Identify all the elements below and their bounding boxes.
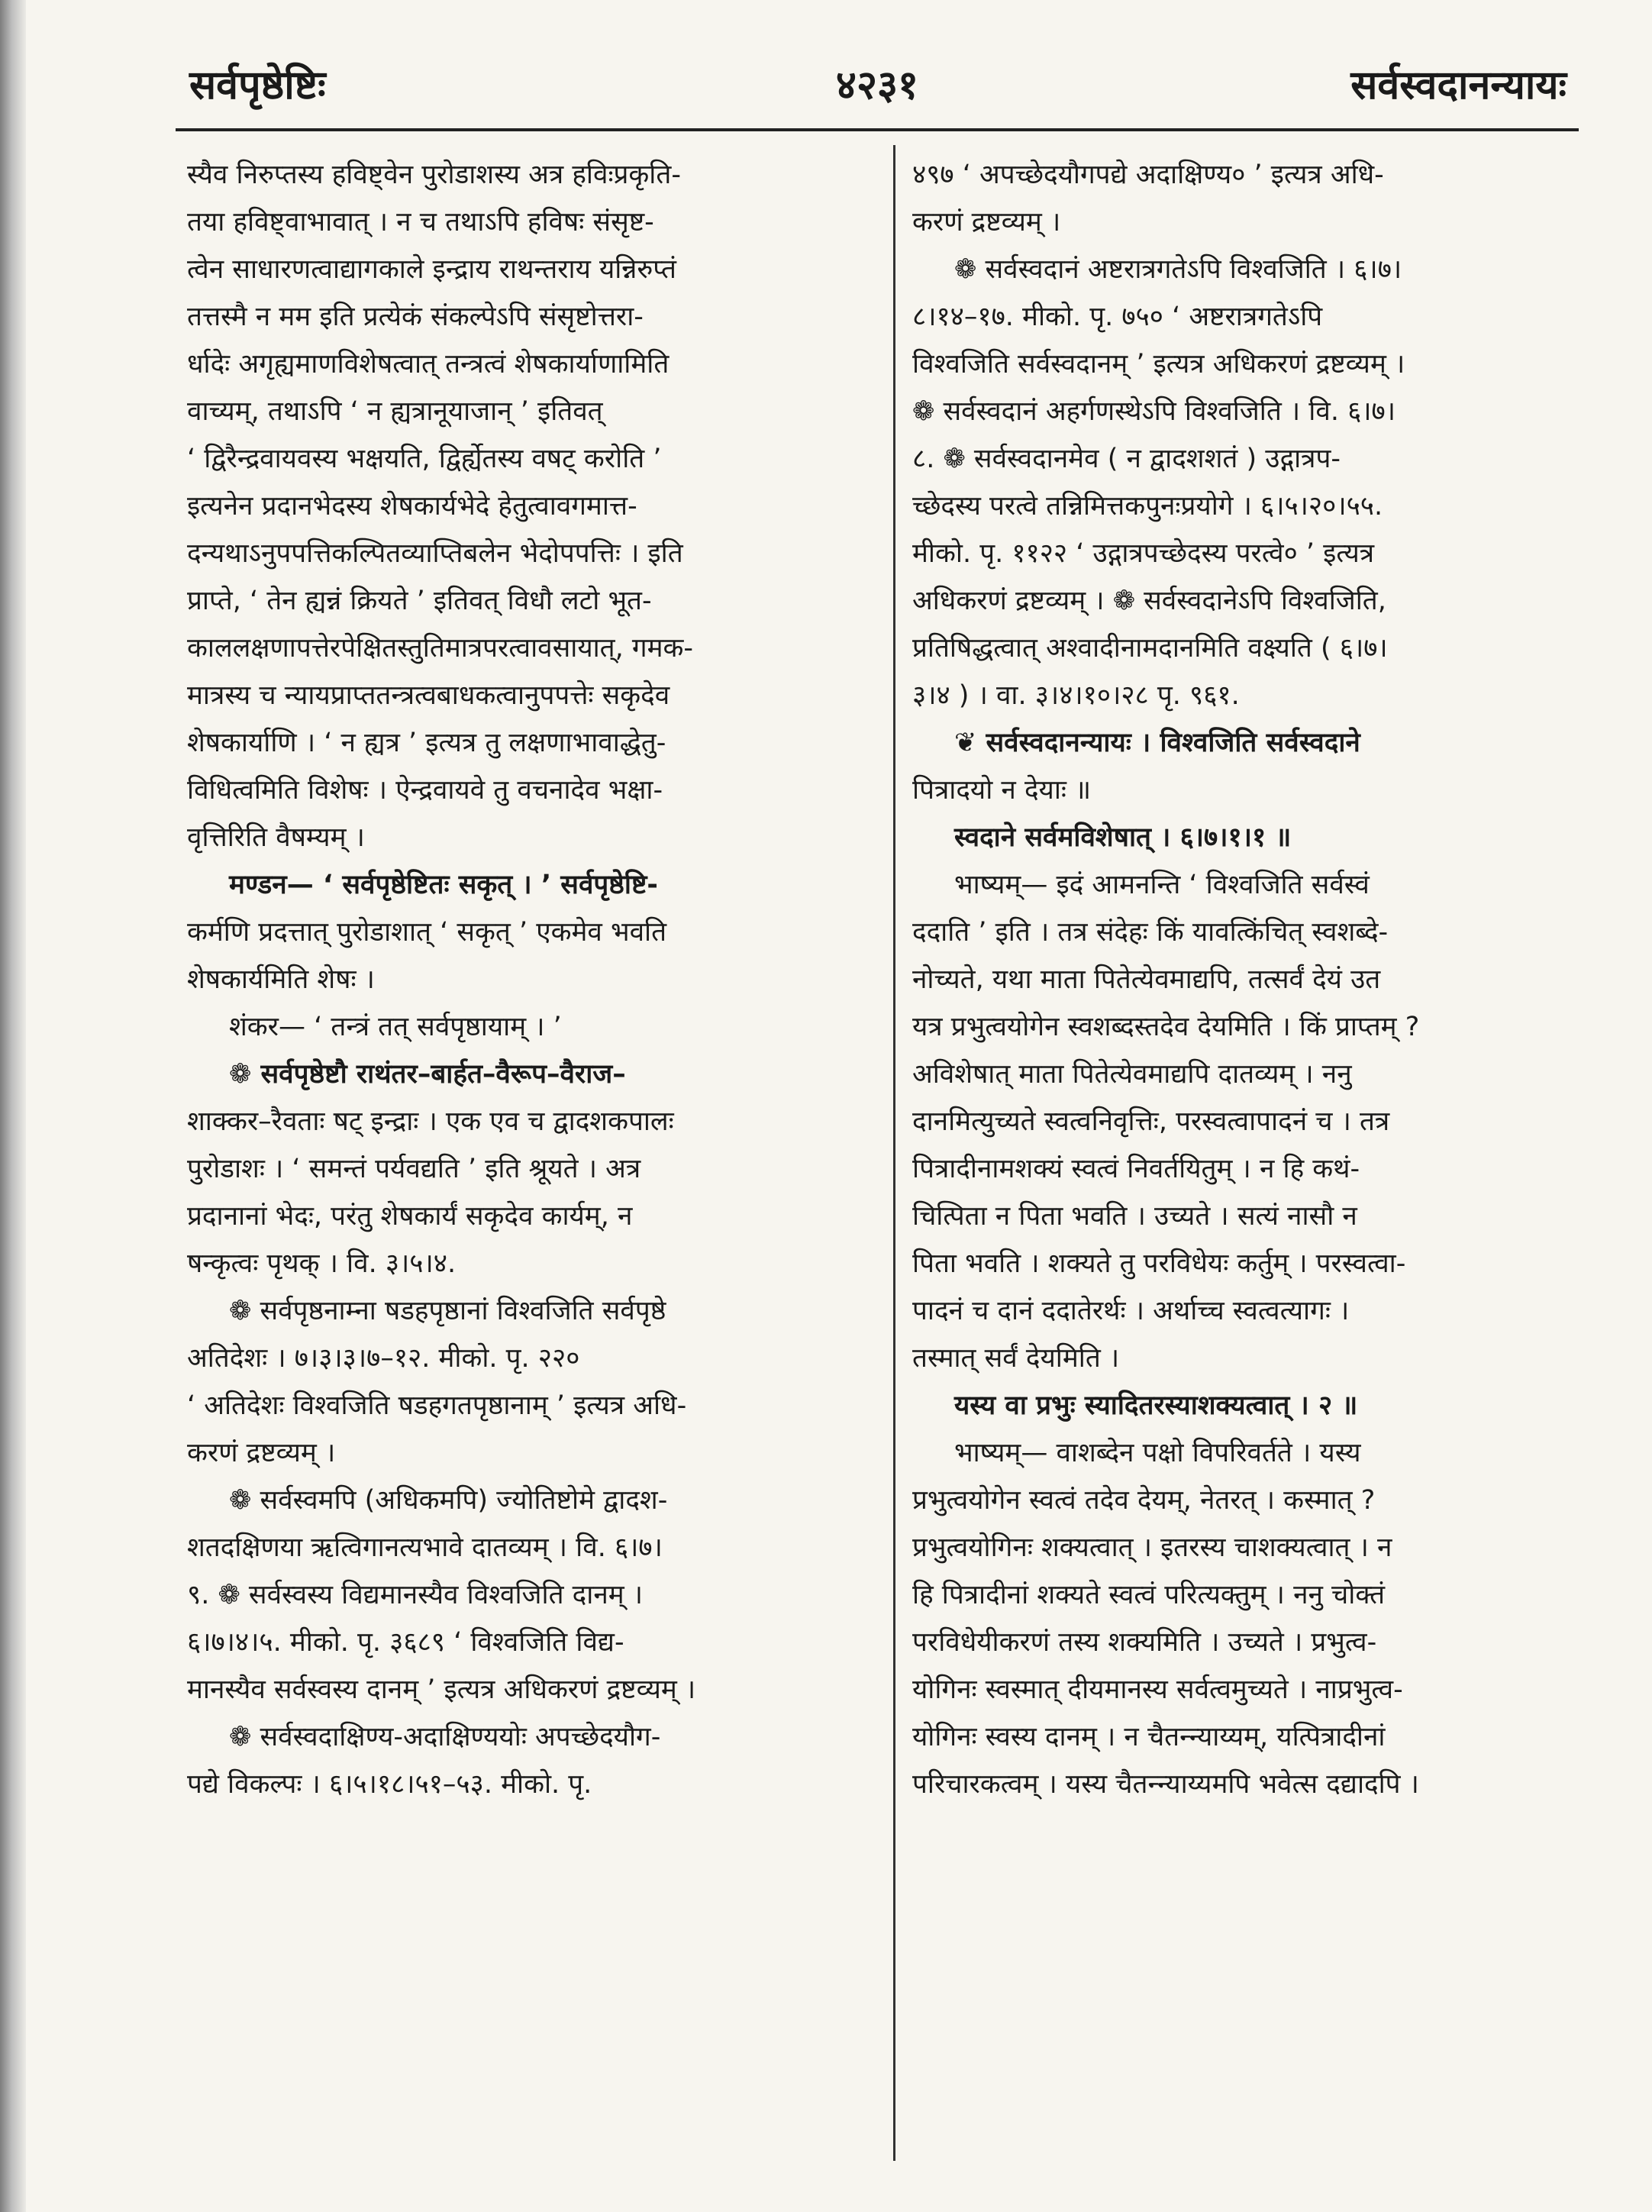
text-line: दन्यथाऽनुपपत्तिकल्पितव्याप्तिबलेन भेदोपपत्तिः । इति: [187, 538, 683, 569]
entry-heading-line: ❁ सर्वपृष्ठेष्टौ राथंतर–बार्हत–वैरूप–वैराज–: [229, 1059, 626, 1090]
text-line: ६।७।४।५. मीको. पृ. ३६८९ ‘ विश्वजिति विद्य-: [187, 1627, 624, 1658]
text-line: ददाति ’ इति । तत्र संदेहः किं यावत्किंचित् स्वशब्दे-: [912, 917, 1389, 948]
header-right-keyword: सर्वस्वदानन्यायः: [1350, 62, 1566, 108]
text-line: विश्वजिति सर्वस्वदानम् ’ इत्यत्र अधिकरणं द्रष्टव्यम् ।: [912, 349, 1405, 379]
text-line: र्धादेः अगृह्यमाणविशेषत्वात् तन्त्रत्वं शेषकार्याणामिति: [187, 349, 670, 379]
text-line: च्छेदस्य परत्वे तन्निमित्तकपुनःप्रयोगे । ६।५।२०।५५.: [912, 491, 1383, 522]
text-line: पिता भवति । शक्यते तु परविधेयः कर्तुम् । परस्वत्वा-: [912, 1248, 1406, 1279]
shankara-line: शंकर— ‘ तन्त्रं तत् सर्वपृष्ठायाम् । ’: [229, 1012, 562, 1042]
text-line: नोच्यते, यथा माता पितेत्येवमाद्यपि, तत्सर्वं देयं उत: [912, 964, 1381, 995]
text-line: स्यैव निरुप्तस्य हविष्ट्वेन पुरोडाशस्य अत्र हविःप्रकृति-: [187, 160, 681, 190]
text-line: काललक्षणापत्तेरपेक्षितस्तुतिमात्रपरत्वावसायात्, गमक-: [187, 633, 694, 664]
bhashya-heading-line: भाष्यम्— वाशब्देन पक्षो विपरिवर्तते । यस्य: [954, 1438, 1361, 1468]
text-line: ४९७ ‘ अपच्छेदयौगपद्ये अदाक्षिण्य० ’ इत्यत्र अधि-: [912, 160, 1384, 190]
text-line: पित्रादीनामशक्यं स्वत्वं निवर्तयितुम् । न हि कथं-: [912, 1154, 1360, 1184]
entry-heading-line: ❁ सर्वपृष्ठनाम्ना षडहपृष्ठानां विश्वजिति सर्वपृष्ठे: [229, 1296, 666, 1326]
text-line: मीको. पृ. ११२२ ‘ उद्गात्रपच्छेदस्य परत्वे० ’ इत्यत्र: [912, 538, 1375, 569]
text-line: प्रभुत्वयोगेन स्वत्वं तदेव देयम्, नेतरत् । कस्मात् ?: [912, 1485, 1376, 1516]
text-line: शतदक्षिणया ऋत्विगानत्यभावे दातव्यम् । वि. ६।७।: [187, 1532, 663, 1563]
text-line: तत्तस्मै न मम इति प्रत्येकं संकल्पेऽपि संसृष्टोत्तरा-: [187, 302, 644, 332]
text-line: करणं द्रष्टव्यम् ।: [187, 1438, 336, 1468]
text-line: विधित्वमिति विशेषः । ऐन्द्रवायवे तु वचनादेव भक्षा-: [187, 775, 663, 806]
text-line: प्रभुत्वयोगिनः शक्यत्वात् । इतरस्य चाशक्यत्वात् । न: [912, 1532, 1392, 1563]
text-line: तस्मात् सर्वं देयमिति ।: [912, 1343, 1120, 1374]
text-line: प्रतिषिद्धत्वात् अश्वादीनामदानमिति वक्ष्यति ( ६।७।: [912, 633, 1388, 664]
mandana-heading-line: मण्डन— ‘ सर्वपृष्ठेष्टितः सकृत् । ’ सर्वपृष्ठेष्टि-: [229, 870, 658, 900]
text-line: ८।१४–१७. मीको. पृ. ७५० ‘ अष्टरात्रगतेऽपि: [912, 302, 1323, 332]
text-line: ‘ अतिदेशः विश्वजिति षडहगतपृष्ठानाम् ’ इत्यत्र अधि-: [187, 1390, 687, 1421]
scan-binding-edge: [0, 0, 26, 2212]
text-line: अतिदेशः । ७।३।३।७–१२. मीको. पृ. २२०: [187, 1343, 580, 1374]
sutra-line: यस्य वा प्रभुः स्यादितरस्याशक्यत्वात् । २ ॥: [954, 1390, 1358, 1421]
text-line: त्वेन साधारणत्वाद्यागकाले इन्द्राय राथन्तराय यन्निरुप्तं: [187, 254, 676, 285]
entry-heading-line: ❁ सर्वस्वदानं अहर्गणस्थेऽपि विश्वजिति । वि. ६।७।: [912, 396, 1396, 427]
text-line: परिचारकत्वम् । यस्य चैतन्न्याय्यमपि भवेत्स दद्यादपि ।: [912, 1769, 1419, 1800]
text-line: योगिनः स्वस्य दानम् । न चैतन्न्याय्यम्, यत्पित्रादीनां: [912, 1722, 1386, 1752]
text-line: शेषकार्यमिति शेषः ।: [187, 964, 375, 995]
text-line: मात्रस्य च न्यायप्राप्ततन्त्रत्वबाधकत्वानुपपत्तेः सकृदेव: [187, 680, 670, 711]
text-line: ३।४ ) । वा. ३।४।१०।२८ पृ. ९६१.: [912, 680, 1240, 711]
text-line: प्राप्ते, ‘ तेन ह्यन्नं क्रियते ’ इतिवत् विधौ लटो भूत-: [187, 586, 652, 616]
text-line: वाच्यम्, तथाऽपि ‘ न ह्यत्रानूयाजान् ’ इतिवत्: [187, 396, 603, 427]
text-line: पित्रादयो न देयाः ॥: [912, 775, 1092, 806]
page-number: ४२३१: [835, 62, 919, 108]
text-line: परविधेयीकरणं तस्य शक्यमिति । उच्यते । प्रभुत्व-: [912, 1627, 1377, 1658]
text-line: ९. ❁ सर्वस्वस्य विद्यमानस्यैव विश्वजिति दानम् ।: [187, 1580, 644, 1610]
entry-heading-line: ❁ सर्वस्वमपि (अधिकमपि) ज्योतिष्टोमे द्वादश-: [229, 1485, 668, 1516]
text-line: करणं द्रष्टव्यम् ।: [912, 207, 1061, 237]
text-line: पुरोडाशः । ‘ समन्तं पर्यवद्यति ’ इति श्रूयते । अत्र: [187, 1154, 641, 1184]
text-line: कर्मणि प्रदत्तात् पुरोडाशात् ‘ सकृत् ’ एकमेव भवति: [187, 917, 667, 948]
entry-heading-line: ❁ सर्वस्वदाक्षिण्य-अदाक्षिण्ययोः अपच्छेदयौग-: [229, 1722, 661, 1752]
text-line: शेषकार्याणि । ‘ न ह्यत्र ’ इत्यत्र तु लक्षणाभावाद्धेतु-: [187, 728, 666, 758]
right-column: [912, 151, 1580, 1808]
text-line: पादनं च दानं ददातेरर्थः । अर्थाच्च स्वत्वत्यागः ।: [912, 1296, 1350, 1326]
sutra-line: स्वदाने सर्वमविशेषात् । ६।७।१।१ ॥: [954, 822, 1292, 853]
text-line: अधिकरणं द्रष्टव्यम् । ❁ सर्वस्वदानेऽपि विश्वजिति,: [912, 586, 1386, 616]
text-line: प्रदानानां भेदः, परंतु शेषकार्यं सकृदेव कार्यम्, न: [187, 1201, 633, 1232]
text-line: अविशेषात् माता पितेत्येवमाद्यपि दातव्यम् । ननु: [912, 1059, 1352, 1090]
entry-heading-line: ❁ सर्वस्वदानं अष्टरात्रगतेऽपि विश्वजिति । ६।७।: [954, 254, 1402, 285]
nyaya-title-line: ❦ सर्वस्वदानन्यायः । विश्वजिति सर्वस्वदाने: [954, 728, 1360, 758]
text-line: षन्कृत्वः पृथक् । वि. ३।५।४.: [187, 1248, 457, 1279]
left-column: [187, 151, 905, 1808]
text-line: मानस्यैव सर्वस्वस्य दानम् ’ इत्यत्र अधिकरणं द्रष्टव्यम् ।: [187, 1674, 696, 1705]
text-line: इत्यनेन प्रदानभेदस्य शेषकार्यभेदे हेतुत्वावगमात्त-: [187, 491, 637, 522]
text-line: योगिनः स्वस्मात् दीयमानस्य सर्वत्वमुच्यते । नाप्रभुत्व-: [912, 1674, 1403, 1705]
text-line: पद्ये विकल्पः । ६।५।१८।५१–५३. मीको. पृ.: [187, 1769, 592, 1800]
text-line: दानमित्युच्यते स्वत्वनिवृत्तिः, परस्वत्वापादनं च । तत्र: [912, 1106, 1390, 1137]
text-line: यत्र प्रभुत्वयोगेन स्वशब्दस्तदेव देयमिति । किं प्राप्तम् ?: [912, 1012, 1420, 1042]
page-header: [176, 37, 1579, 131]
text-line: तया हविष्ट्वाभावात् । न च तथाऽपि हविषः संसृष्ट-: [187, 207, 654, 237]
text-line: शाक्कर–रैवताः षट् इन्द्राः । एक एव च द्वादशकपालः: [187, 1106, 674, 1137]
bhashya-heading-line: भाष्यम्— इदं आमनन्ति ‘ विश्वजिति सर्वस्वं: [954, 870, 1370, 900]
text-line: ‘ द्विरैन्द्रवायवस्य भक्षयति, द्विर्ह्येतस्य वषट् करोति ’: [187, 444, 662, 474]
text-line: हि पित्रादीनां शक्यते स्वत्वं परित्यक्तुम् । ननु चोक्तं: [912, 1580, 1386, 1610]
text-line: वृत्तिरिति वैषम्यम् ।: [187, 822, 365, 853]
header-left-keyword: सर्वपृष्ठेष्टिः: [189, 62, 326, 108]
text-line: ८. ❁ सर्वस्वदानमेव ( न द्वादशशतं ) उद्गात्रप-: [912, 444, 1341, 474]
text-line: चित्पिता न पिता भवति । उच्यते । सत्यं नासौ न: [912, 1201, 1357, 1232]
